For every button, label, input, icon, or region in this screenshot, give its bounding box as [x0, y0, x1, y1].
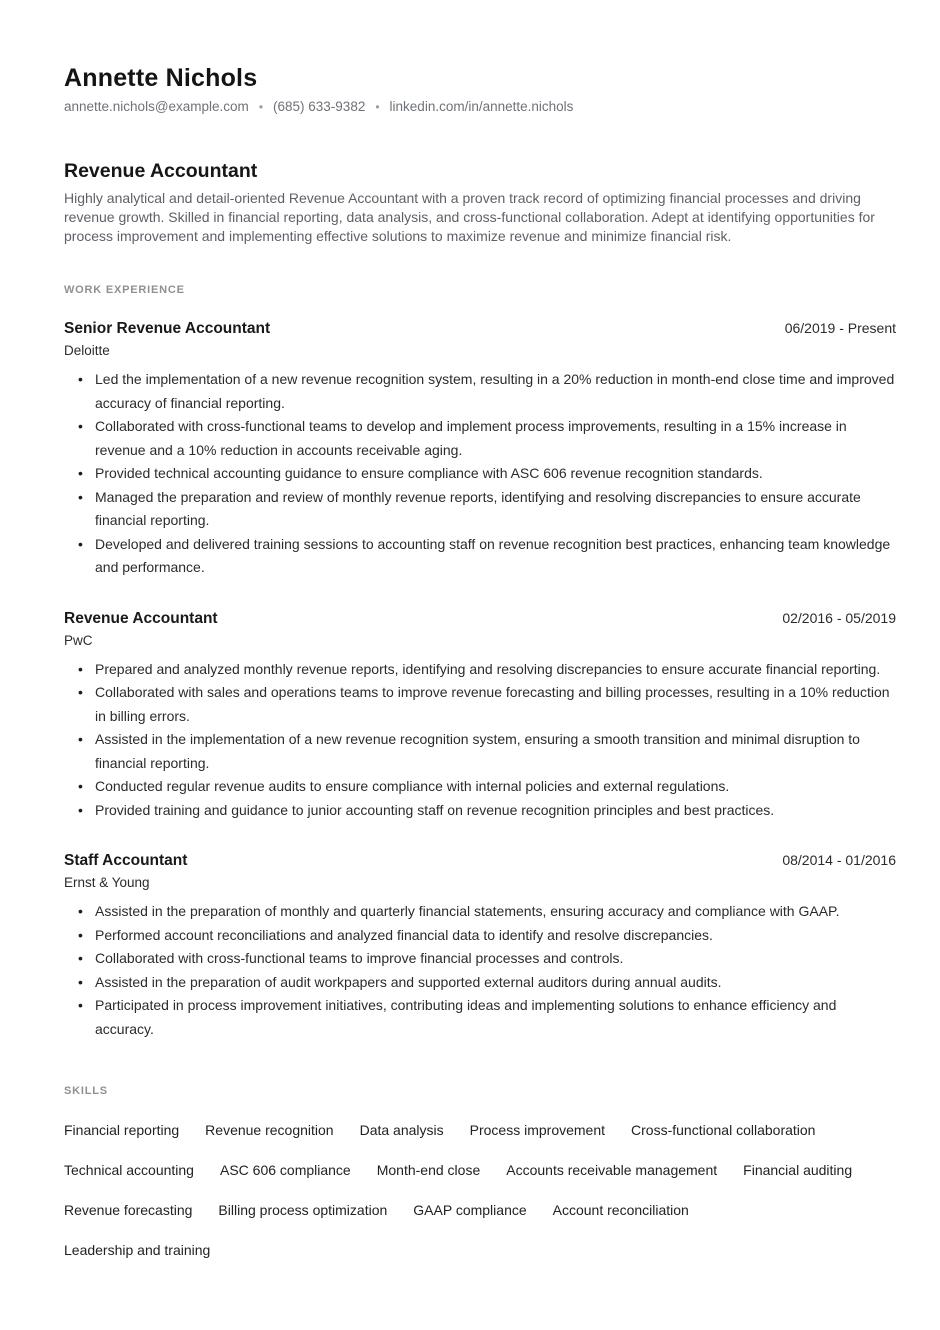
job-company: Deloitte	[64, 343, 110, 359]
skills-grid	[64, 1121, 896, 1259]
job-bullet-item: • Collaborated with cross-functional teams to develop and implement process improvements, resulting in a 15% increase in revenue and a 10% reduction in accounts receivable aging.	[64, 415, 896, 462]
bullet-separator-icon: •	[258, 99, 264, 114]
job-dates: 08/2014 - 01/2016	[782, 852, 896, 869]
contact-phone: (685) 633-9382	[273, 99, 366, 114]
job-bullet-item: • Performed account reconciliations and analyzed financial data to identify and resolve discrepancies.	[64, 924, 896, 948]
skill-item: Month-end close	[376, 1162, 481, 1179]
work-experience-section	[64, 284, 896, 1041]
skills-label: SKILLS	[64, 1085, 108, 1098]
job-bullet-item: • Participated in process improvement initiatives, contributing ideas and implementing solutions to enhance efficiency and accuracy.	[64, 994, 896, 1041]
skills-section	[64, 1085, 896, 1259]
job-title: Staff Accountant	[64, 852, 188, 870]
skill-item: Technical accounting	[64, 1162, 194, 1179]
job-bullet-item: • Collaborated with cross-functional teams to improve financial processes and controls.	[64, 947, 896, 971]
job-title: Revenue Accountant	[64, 609, 218, 627]
skill-item: Process improvement	[469, 1122, 606, 1139]
skill-item: Revenue forecasting	[64, 1202, 193, 1219]
skill-item: Cross-functional collaboration	[631, 1122, 816, 1139]
profile-title: Revenue Accountant	[64, 160, 258, 182]
skill-item: Accounts receivable management	[506, 1162, 718, 1179]
job-header	[64, 852, 896, 870]
profile-summary: Highly analytical and detail-oriented Revenue Accountant with a proven track record of optimizing financial processes and driving revenue growth. Skilled in financial reporting, data analysis, and cross-functional collaboration. Adept at identifying opportunities for process improvement and implementing effective solutions to maximize revenue and minimize financial risk.	[64, 190, 875, 245]
job-dates: 06/2019 - Present	[784, 320, 896, 337]
job-bullet-item: • Conducted regular revenue audits to ensure compliance with internal policies and external regulations.	[64, 775, 896, 799]
job-bullet-item: • Assisted in the implementation of a new revenue recognition system, ensuring a smooth transition and minimal disruption to financial reporting.	[64, 728, 896, 775]
job-company: Ernst & Young	[64, 875, 150, 891]
job-bullet-item: • Provided technical accounting guidance to ensure compliance with ASC 606 revenue recognition standards.	[64, 462, 896, 486]
job-bullet-item: • Provided training and guidance to junior accounting staff on revenue recognition principles and best practices.	[64, 799, 896, 823]
job-header	[64, 610, 896, 628]
job-bullet-list	[64, 368, 896, 580]
job-bullet-list	[64, 900, 896, 1041]
skills-row	[64, 1201, 896, 1219]
candidate-name: Annette Nichols	[64, 64, 258, 92]
skill-item: Revenue recognition	[205, 1122, 334, 1139]
skill-item: Billing process optimization	[218, 1202, 388, 1219]
job-bullet-item: • Developed and delivered training sessions to accounting staff on revenue recognition best practices, enhancing team knowledge and performance.	[64, 533, 896, 580]
job-bullet-item: • Collaborated with sales and operations teams to improve revenue forecasting and billing processes, resulting in a 10% reduction in billing errors.	[64, 681, 896, 728]
bullet-separator-icon: •	[375, 99, 380, 114]
skill-item: Leadership and training	[64, 1242, 211, 1259]
skill-item: Financial reporting	[64, 1122, 180, 1139]
job-dates: 02/2016 - 05/2019	[782, 609, 896, 626]
skills-row	[64, 1241, 896, 1259]
job-entry	[64, 852, 896, 1041]
contact-email: annette.nichols@example.com	[64, 99, 249, 114]
skills-row	[64, 1121, 896, 1139]
skill-item: ASC 606 compliance	[219, 1162, 351, 1179]
job-entry	[64, 610, 896, 823]
job-entry	[64, 320, 896, 580]
job-bullet-item: • Managed the preparation and review of monthly revenue reports, identifying and resolving discrepancies to ensure accurate financial reporting.	[64, 486, 896, 533]
contact-line	[64, 99, 896, 114]
job-bullet-list	[64, 658, 896, 823]
skills-row	[64, 1161, 896, 1179]
skill-item: Data analysis	[359, 1122, 444, 1139]
job-bullet-item: • Assisted in the preparation of monthly and quarterly financial statements, ensuring accuracy and compliance with GAAP.	[64, 900, 896, 924]
job-company: PwC	[64, 632, 93, 648]
job-title: Senior Revenue Accountant	[64, 320, 271, 338]
job-header	[64, 320, 896, 338]
contact-linkedin: linkedin.com/in/annette.nichols	[389, 99, 574, 114]
resume-header	[64, 64, 896, 114]
profile-section	[64, 160, 896, 246]
work-experience-label: WORK EXPERIENCE	[64, 284, 185, 297]
skill-item: GAAP compliance	[413, 1202, 527, 1219]
job-bullet-item: • Assisted in the preparation of audit workpapers and supported external auditors during annual audits.	[64, 971, 896, 995]
skill-item: Account reconciliation	[552, 1202, 689, 1219]
skill-item: Financial auditing	[743, 1162, 853, 1179]
job-bullet-item: • Led the implementation of a new revenue recognition system, resulting in a 20% reduction in month-end close time and improved accuracy of financial reporting.	[64, 368, 896, 415]
job-bullet-item: • Prepared and analyzed monthly revenue reports, identifying and resolving discrepancies to ensure accurate financial reporting.	[64, 658, 896, 682]
jobs-container	[64, 320, 896, 1041]
